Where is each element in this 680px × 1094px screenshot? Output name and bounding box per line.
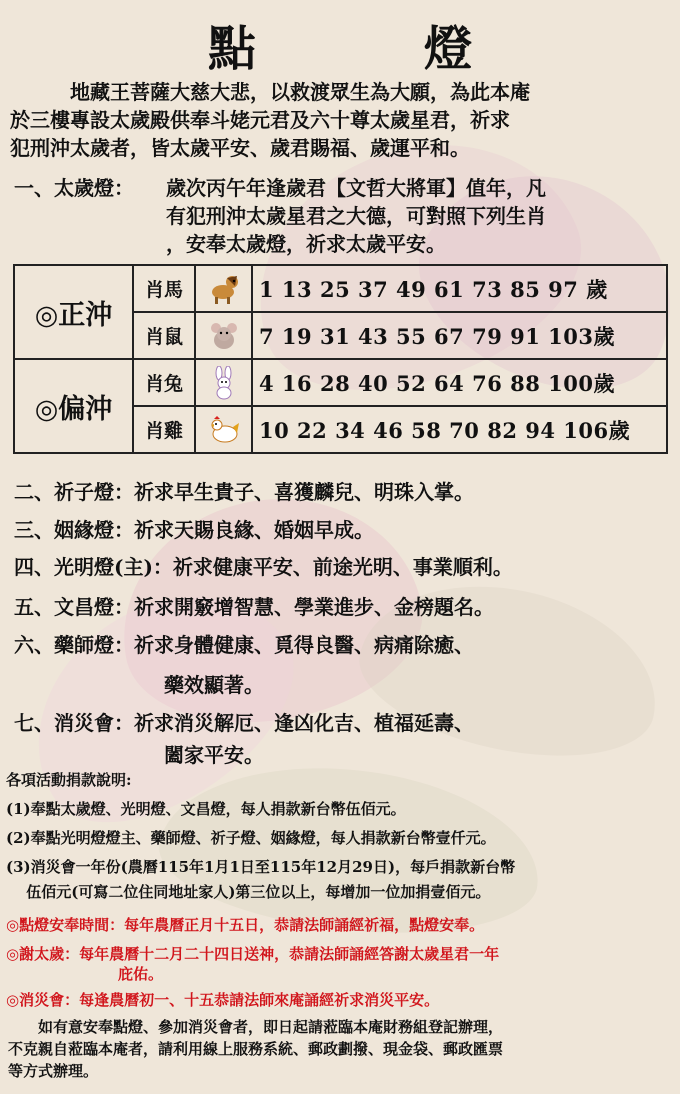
- red-note: ◎消災會：每逢農曆初一、十五恭請法師來庵誦經祈求消災平安。: [6, 991, 440, 1009]
- section-text: ，安奉太歲燈，祈求太歲平安。: [166, 232, 446, 256]
- intro-line: 犯刑沖太歲者，皆太歲平安、歲君賜福、歲運平和。: [10, 136, 470, 160]
- ages-text: 1 13 25 37 49 61 73 85 97 歲: [252, 265, 667, 312]
- section-text: 歲次丙午年逢歲君【文哲大將軍】值年，凡: [166, 176, 546, 200]
- note-item: (1)奉點太歲燈、光明燈、文昌燈，每人捐款新台幣伍佰元。: [6, 800, 406, 818]
- animal-label: 肖兔: [133, 359, 195, 406]
- intro-line: 地藏王菩薩大慈大悲，以救渡眾生為大願，為此本庵: [10, 80, 530, 104]
- group-direct-clash: ◎正沖: [14, 265, 133, 359]
- section-taisui-lamp: [14, 174, 546, 256]
- red-note: ◎謝太歲：每年農曆十二月二十四日送神，恭請法師誦經答謝太歲星君一年: [6, 945, 500, 963]
- rabbit-icon: [207, 366, 241, 400]
- notes-heading: 各項活動捐款說明:: [6, 771, 132, 789]
- animal-label: 肖雞: [133, 406, 195, 453]
- intro-paragraph: [10, 78, 672, 162]
- section-wenchang-lamp: 五、文昌燈：祈求開竅增智慧、學業進步、金榜題名。: [14, 595, 494, 619]
- section-fertility-lamp: 二、祈子燈：祈求早生貴子、喜獲麟兒、明珠入掌。: [14, 480, 474, 504]
- footer-line: 等方式辦理。: [8, 1062, 99, 1080]
- table-row: [14, 265, 667, 312]
- rat-icon: [207, 319, 241, 353]
- section-disaster-relief: 七、消災會：祈求消災解厄、逢凶化吉、植福延壽、: [14, 711, 474, 735]
- note-item: (2)奉點光明燈燈主、藥師燈、祈子燈、姻緣燈，每人捐款新台幣壹仟元。: [6, 829, 496, 847]
- red-note: ◎點燈安奉時間：每年農曆正月十五日，恭請法師誦經祈福，點燈安奉。: [6, 916, 485, 934]
- animal-label: 肖馬: [133, 265, 195, 312]
- section-medicine-lamp-cont: 藥效顯著。: [164, 673, 264, 697]
- page-title: 點 燈: [207, 21, 532, 77]
- ages-text: 4 16 28 40 52 64 76 88 100歲: [252, 359, 667, 406]
- donation-notes: [6, 768, 678, 1013]
- footer-paragraph: [8, 1016, 672, 1082]
- ages-text: 7 19 31 43 55 67 79 91 103歲: [252, 312, 667, 359]
- section-disaster-relief-cont: 闔家平安。: [164, 743, 264, 767]
- rooster-icon: [207, 413, 241, 447]
- intro-line: 於三樓專設太歲殿供奉斗姥元君及六十尊太歲星君，祈求: [10, 108, 510, 132]
- horse-icon: [207, 272, 241, 306]
- section-medicine-lamp: 六、藥師燈：祈求身體健康、覓得良醫、病痛除癒、: [14, 633, 474, 657]
- note-item-cont: 伍佰元(可寫二位住同地址家人)第三位以上，每增加一位加捐壹佰元。: [6, 883, 491, 901]
- section-brightness-lamp: 四、光明燈(主)：祈求健康平安、前途光明、事業順利。: [14, 555, 513, 579]
- section-marriage-lamp: 三、姻緣燈：祈求天賜良緣、婚姻早成。: [14, 518, 374, 542]
- footer-line: 如有意安奉點燈、參加消災會者，即日起請蒞臨本庵財務組登記辦理，: [8, 1018, 504, 1036]
- section-heading: 一、太歲燈：: [14, 176, 134, 200]
- footer-line: 不克親自蒞臨本庵者，請利用線上服務系統、郵政劃撥、現金袋、郵政匯票: [8, 1040, 504, 1058]
- ages-text: 10 22 34 46 58 70 82 94 106歲: [252, 406, 667, 453]
- section-text: 有犯刑沖太歲星君之大德，可對照下列生肖: [166, 204, 546, 228]
- zodiac-table: [13, 264, 668, 454]
- note-item: (3)消災會一年份(農曆115年1月1日至115年12月29日)，每戶捐款新台幣: [6, 858, 516, 876]
- group-partial-clash: ◎偏沖: [14, 359, 133, 453]
- red-note-cont: 庇佑。: [118, 965, 164, 983]
- table-row: [14, 359, 667, 406]
- animal-label: 肖鼠: [133, 312, 195, 359]
